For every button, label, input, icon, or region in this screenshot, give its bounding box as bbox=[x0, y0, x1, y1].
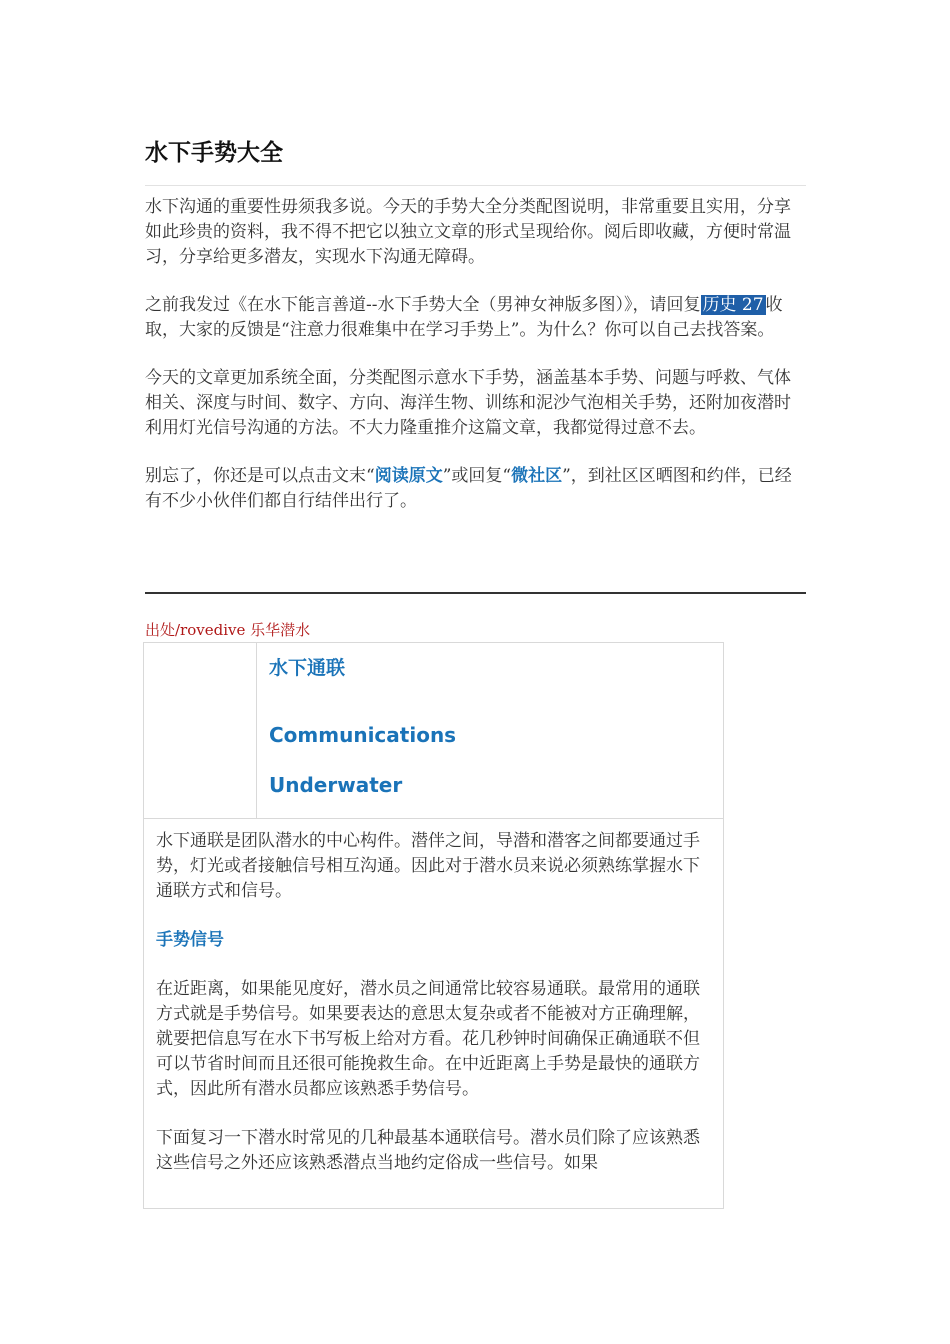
hand-signals-subheading: 手势信号 bbox=[156, 930, 224, 950]
para4-text-b: ”或回复“ bbox=[442, 466, 512, 486]
intro-paragraph-2 bbox=[145, 293, 807, 343]
card-thumbnail bbox=[144, 643, 257, 818]
history-keyword-highlight: 历史 27 bbox=[702, 295, 764, 315]
intro-paragraph-4 bbox=[145, 464, 807, 514]
card-heading-english-1: Communications bbox=[269, 723, 457, 747]
card-body bbox=[156, 829, 712, 1200]
card-paragraph-3: 下面复习一下潜水时常见的几种最基本通联信号。潜水员们除了应该熟悉这些信号之外还应该熟悉潜点当地约定俗成一些信号。如果 bbox=[156, 1128, 700, 1173]
card-header bbox=[144, 643, 723, 819]
article-intro bbox=[145, 195, 807, 537]
intro-paragraph-3: 今天的文章更加系统全面，分类配图示意水下手势，涵盖基本手势、问题与呼救、气体相关、深度与时间、数字、方向、海洋生物、训练和泥沙气泡相关手势，还附加夜潜时利用灯光信号沟通的方法。不大力隆重推介这篇文章，我都觉得过意不去。 bbox=[145, 368, 791, 438]
card-heading-english-2: Underwater bbox=[269, 773, 403, 797]
section-divider bbox=[145, 592, 806, 594]
intro-paragraph-1: 水下沟通的重要性毋须我多说。今天的手势大全分类配图说明，非常重要且实用，分享如此珍贵的资料，我不得不把它以独立文章的形式呈现给你。阅后即收藏，方便时常温习，分享给更多潜友，实现水下沟通无障碍。 bbox=[145, 197, 791, 267]
card-paragraph-2: 在近距离，如果能见度好，潜水员之间通常比较容易通联。最常用的通联方式就是手势信号。如果要表达的意思太复杂或者不能被对方正确理解，就要把信息写在水下书写板上给对方看。花几秒钟时间确保正确通联不但可以节省时间而且还很可能挽救生命。在中近距离上手势是最快的通联方式，因此所有潜水员都应该熟悉手势信号。 bbox=[156, 979, 700, 1099]
article-title: 水下手势大全 bbox=[145, 140, 283, 166]
micro-community-link[interactable]: 微社区 bbox=[511, 466, 563, 486]
card-heading-chinese: 水下通联 bbox=[269, 657, 346, 679]
para2-text-after: 收取，大家的反馈是“注意力很难集中在学习手势上”。为什么？你可以自己去找答案。 bbox=[145, 295, 783, 340]
read-original-link[interactable]: 阅读原文 bbox=[374, 466, 443, 486]
source-credit: 出处/rovedive 乐华潜水 bbox=[145, 621, 311, 639]
title-divider bbox=[145, 185, 806, 186]
para2-text-before: 之前我发过《在水下能言善道--水下手势大全（男神女神版多图）》，请回复 bbox=[145, 295, 701, 315]
para4-text-a: 别忘了，你还是可以点击文末“ bbox=[145, 466, 375, 486]
communications-card bbox=[143, 642, 724, 1209]
para4-text-c: ”，到社区区晒图和约伴，已经有不少小伙伴们都自行结伴出行了。 bbox=[145, 466, 792, 511]
card-paragraph-1: 水下通联是团队潜水的中心构件。潜伴之间，导潜和潜客之间都要通过手势，灯光或者接触信号相互沟通。因此对于潜水员来说必须熟练掌握水下通联方式和信号。 bbox=[156, 831, 700, 901]
